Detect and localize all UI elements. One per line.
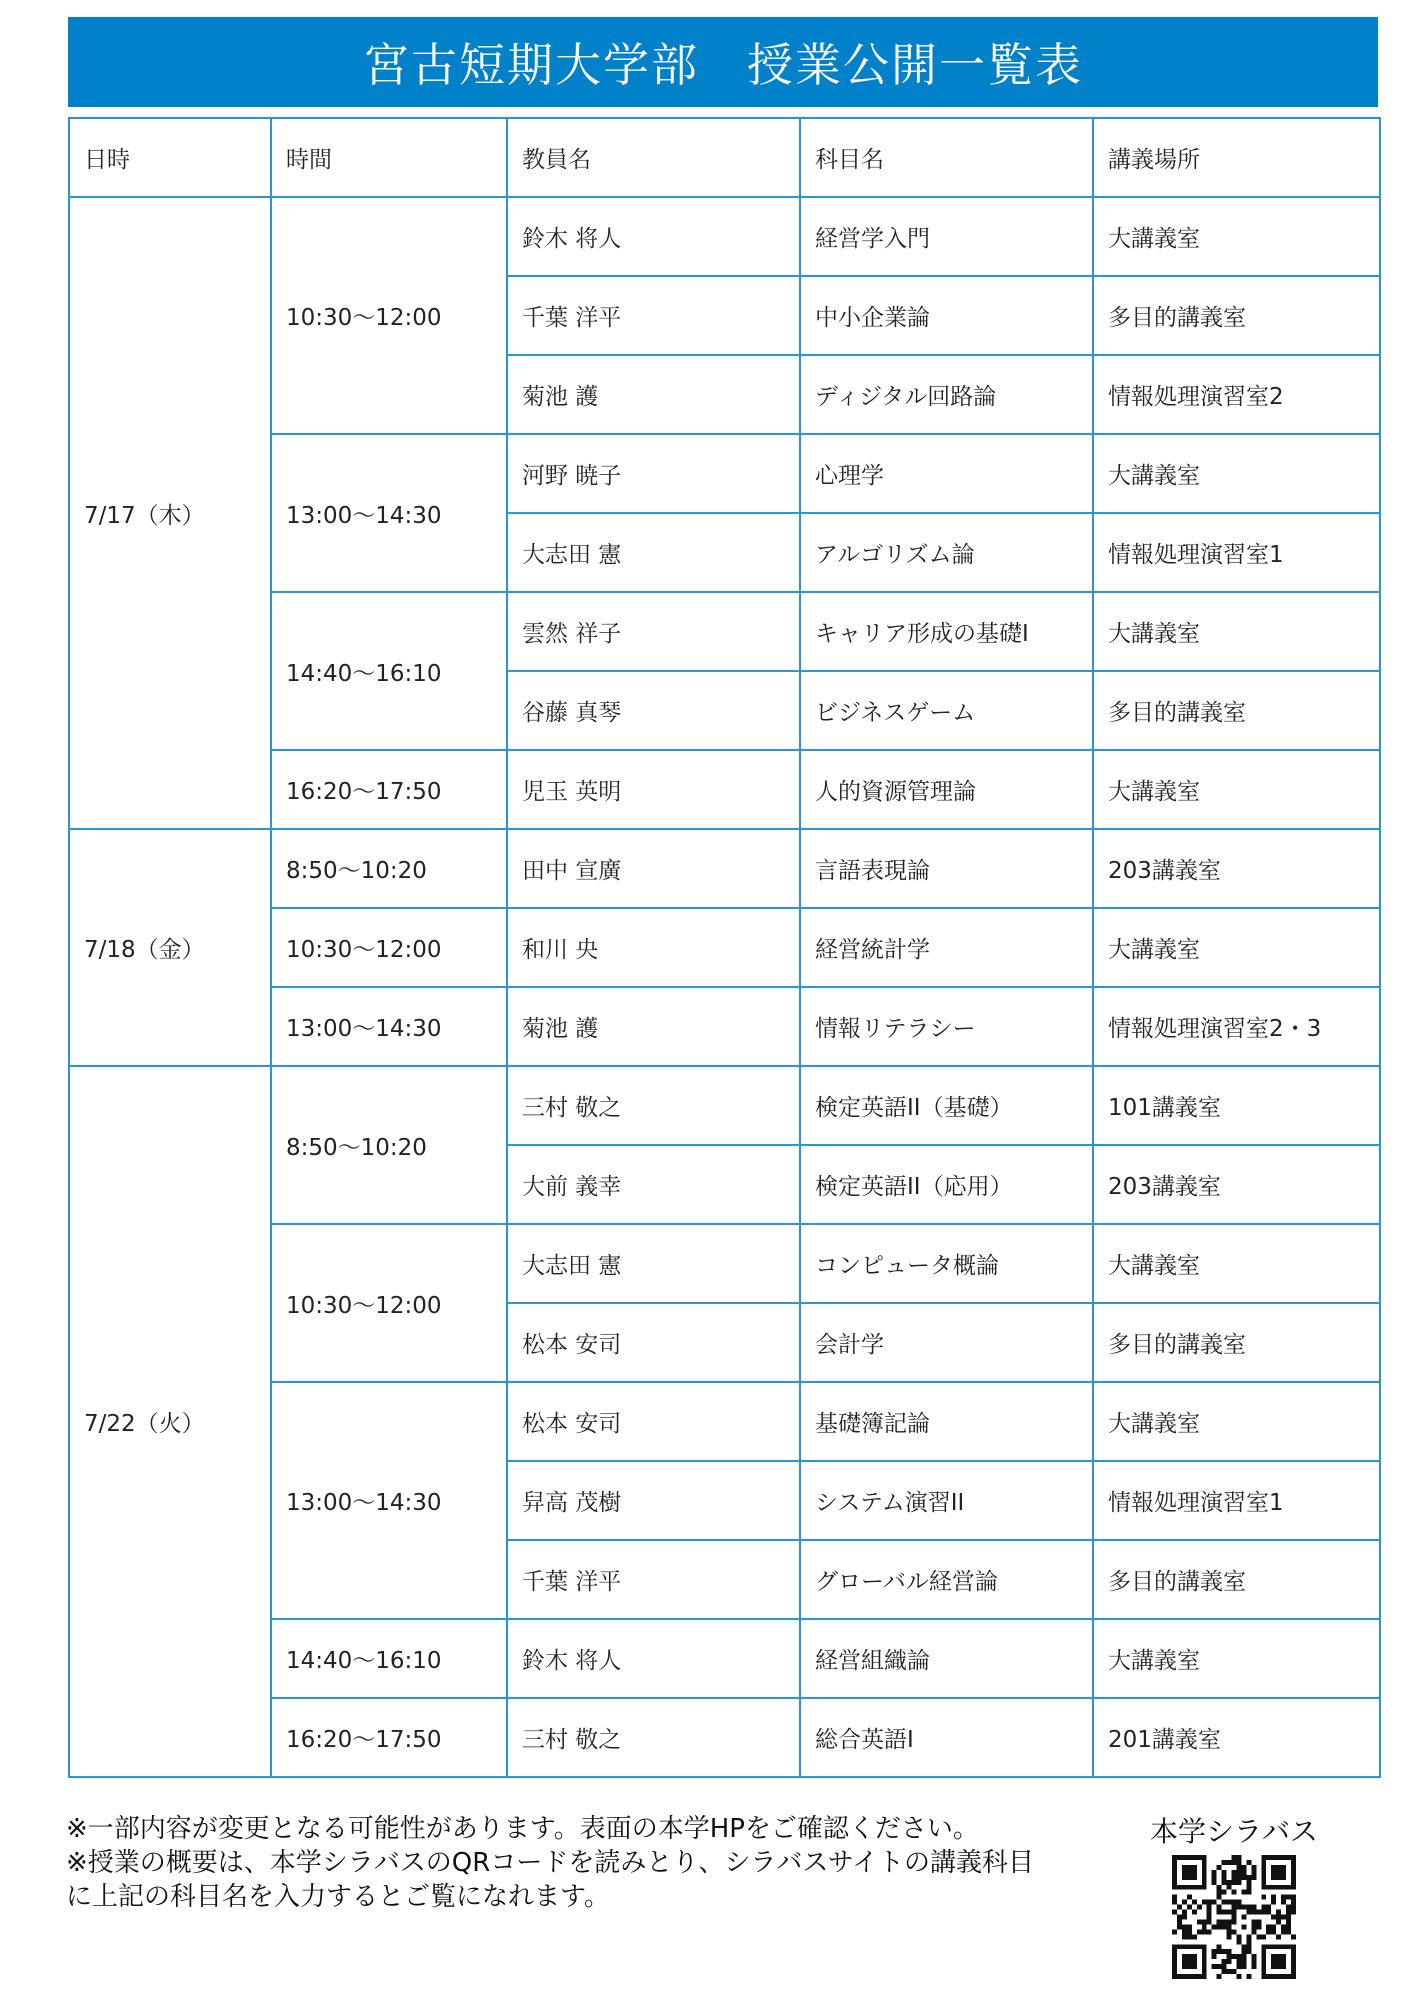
subject-cell: キャリア形成の基礎I — [800, 592, 1093, 671]
room-cell: 多目的講義室 — [1093, 1540, 1380, 1619]
subject-cell: 経営組織論 — [800, 1619, 1093, 1698]
teacher-cell: 千葉 洋平 — [507, 276, 800, 355]
qr-code-icon[interactable] — [1172, 1855, 1296, 1979]
room-cell: 大講義室 — [1093, 908, 1380, 987]
header-room: 講義場所 — [1093, 118, 1380, 197]
teacher-cell: 菊池 護 — [507, 355, 800, 434]
header-time: 時間 — [271, 118, 507, 197]
teacher-cell: 田中 宣廣 — [507, 829, 800, 908]
room-cell: 大講義室 — [1093, 197, 1380, 276]
subject-cell: コンピュータ概論 — [800, 1224, 1093, 1303]
table-row — [69, 1066, 1380, 1145]
teacher-cell: 鈴木 将人 — [507, 197, 800, 276]
table-row — [69, 197, 1380, 276]
subject-cell: 情報リテラシー — [800, 987, 1093, 1066]
teacher-cell: 菊池 護 — [507, 987, 800, 1066]
note-line: ※授業の概要は、本学シラバスのQRコードを読みとり、シラバスサイトの講義科目 — [66, 1848, 1034, 1878]
time-cell: 14:40〜16:10 — [271, 1619, 507, 1698]
teacher-cell: 和川 央 — [507, 908, 800, 987]
subject-cell: 人的資源管理論 — [800, 750, 1093, 829]
teacher-cell: 三村 敬之 — [507, 1698, 800, 1777]
header-datetime: 日時 — [69, 118, 271, 197]
subject-cell: 総合英語I — [800, 1698, 1093, 1777]
subject-cell: 言語表現論 — [800, 829, 1093, 908]
teacher-cell: 雲然 祥子 — [507, 592, 800, 671]
time-cell: 13:00〜14:30 — [271, 987, 507, 1066]
subject-cell: 検定英語II（基礎） — [800, 1066, 1093, 1145]
room-cell: 情報処理演習室2・3 — [1093, 987, 1380, 1066]
date-cell: 7/18（金） — [69, 829, 271, 1066]
subject-cell: アルゴリズム論 — [800, 513, 1093, 592]
teacher-cell: 松本 安司 — [507, 1303, 800, 1382]
subject-cell: 会計学 — [800, 1303, 1093, 1382]
teacher-cell: 松本 安司 — [507, 1382, 800, 1461]
room-cell: 203講義室 — [1093, 1145, 1380, 1224]
page-title: 宮古短期大学部 授業公開一覧表 — [68, 17, 1378, 107]
teacher-cell: 三村 敬之 — [507, 1066, 800, 1145]
time-cell: 16:20〜17:50 — [271, 1698, 507, 1777]
time-cell: 10:30〜12:00 — [271, 197, 507, 434]
schedule-table — [68, 117, 1381, 1778]
subject-cell: グローバル経営論 — [800, 1540, 1093, 1619]
subject-cell: システム演習II — [800, 1461, 1093, 1540]
subject-cell: 中小企業論 — [800, 276, 1093, 355]
room-cell: 情報処理演習室2 — [1093, 355, 1380, 434]
teacher-cell: 児玉 英明 — [507, 750, 800, 829]
time-cell: 14:40〜16:10 — [271, 592, 507, 750]
time-cell: 13:00〜14:30 — [271, 434, 507, 592]
room-cell: 多目的講義室 — [1093, 671, 1380, 750]
time-cell: 8:50〜10:20 — [271, 829, 507, 908]
subject-cell: 経営統計学 — [800, 908, 1093, 987]
date-cell: 7/17（木） — [69, 197, 271, 829]
subject-cell: 検定英語II（応用） — [800, 1145, 1093, 1224]
teacher-cell: 鈴木 将人 — [507, 1619, 800, 1698]
room-cell: 情報処理演習室1 — [1093, 1461, 1380, 1540]
time-cell: 10:30〜12:00 — [271, 908, 507, 987]
room-cell: 大講義室 — [1093, 1382, 1380, 1461]
syllabus-label: 本学シラバス — [1150, 1815, 1319, 1848]
subject-cell: ディジタル回路論 — [800, 355, 1093, 434]
room-cell: 多目的講義室 — [1093, 1303, 1380, 1382]
teacher-cell: 谷藤 真琴 — [507, 671, 800, 750]
room-cell: 大講義室 — [1093, 1619, 1380, 1698]
subject-cell: 経営学入門 — [800, 197, 1093, 276]
room-cell: 203講義室 — [1093, 829, 1380, 908]
room-cell: 多目的講義室 — [1093, 276, 1380, 355]
header-subject: 科目名 — [800, 118, 1093, 197]
room-cell: 201講義室 — [1093, 1698, 1380, 1777]
room-cell: 大講義室 — [1093, 434, 1380, 513]
room-cell: 大講義室 — [1093, 1224, 1380, 1303]
note-line: に上記の科目名を入力するとご覧になれます。 — [66, 1882, 610, 1912]
time-cell: 10:30〜12:00 — [271, 1224, 507, 1382]
table-row — [69, 829, 1380, 908]
room-cell: 大講義室 — [1093, 592, 1380, 671]
notes — [66, 1812, 1034, 1914]
subject-cell: 心理学 — [800, 434, 1093, 513]
room-cell: 101講義室 — [1093, 1066, 1380, 1145]
table-header-row — [69, 118, 1380, 197]
schedule-body — [69, 197, 1380, 1777]
subject-cell: ビジネスゲーム — [800, 671, 1093, 750]
teacher-cell: 河野 暁子 — [507, 434, 800, 513]
time-cell: 13:00〜14:30 — [271, 1382, 507, 1619]
time-cell: 16:20〜17:50 — [271, 750, 507, 829]
subject-cell: 基礎簿記論 — [800, 1382, 1093, 1461]
teacher-cell: 大志田 憲 — [507, 1224, 800, 1303]
teacher-cell: 舁高 茂樹 — [507, 1461, 800, 1540]
time-cell: 8:50〜10:20 — [271, 1066, 507, 1224]
header-teacher: 教員名 — [507, 118, 800, 197]
teacher-cell: 大志田 憲 — [507, 513, 800, 592]
room-cell: 大講義室 — [1093, 750, 1380, 829]
teacher-cell: 千葉 洋平 — [507, 1540, 800, 1619]
room-cell: 情報処理演習室1 — [1093, 513, 1380, 592]
teacher-cell: 大前 義幸 — [507, 1145, 800, 1224]
note-line: ※一部内容が変更となる可能性があります。表面の本学HPをご確認ください。 — [66, 1814, 979, 1844]
date-cell: 7/22（火） — [69, 1066, 271, 1777]
